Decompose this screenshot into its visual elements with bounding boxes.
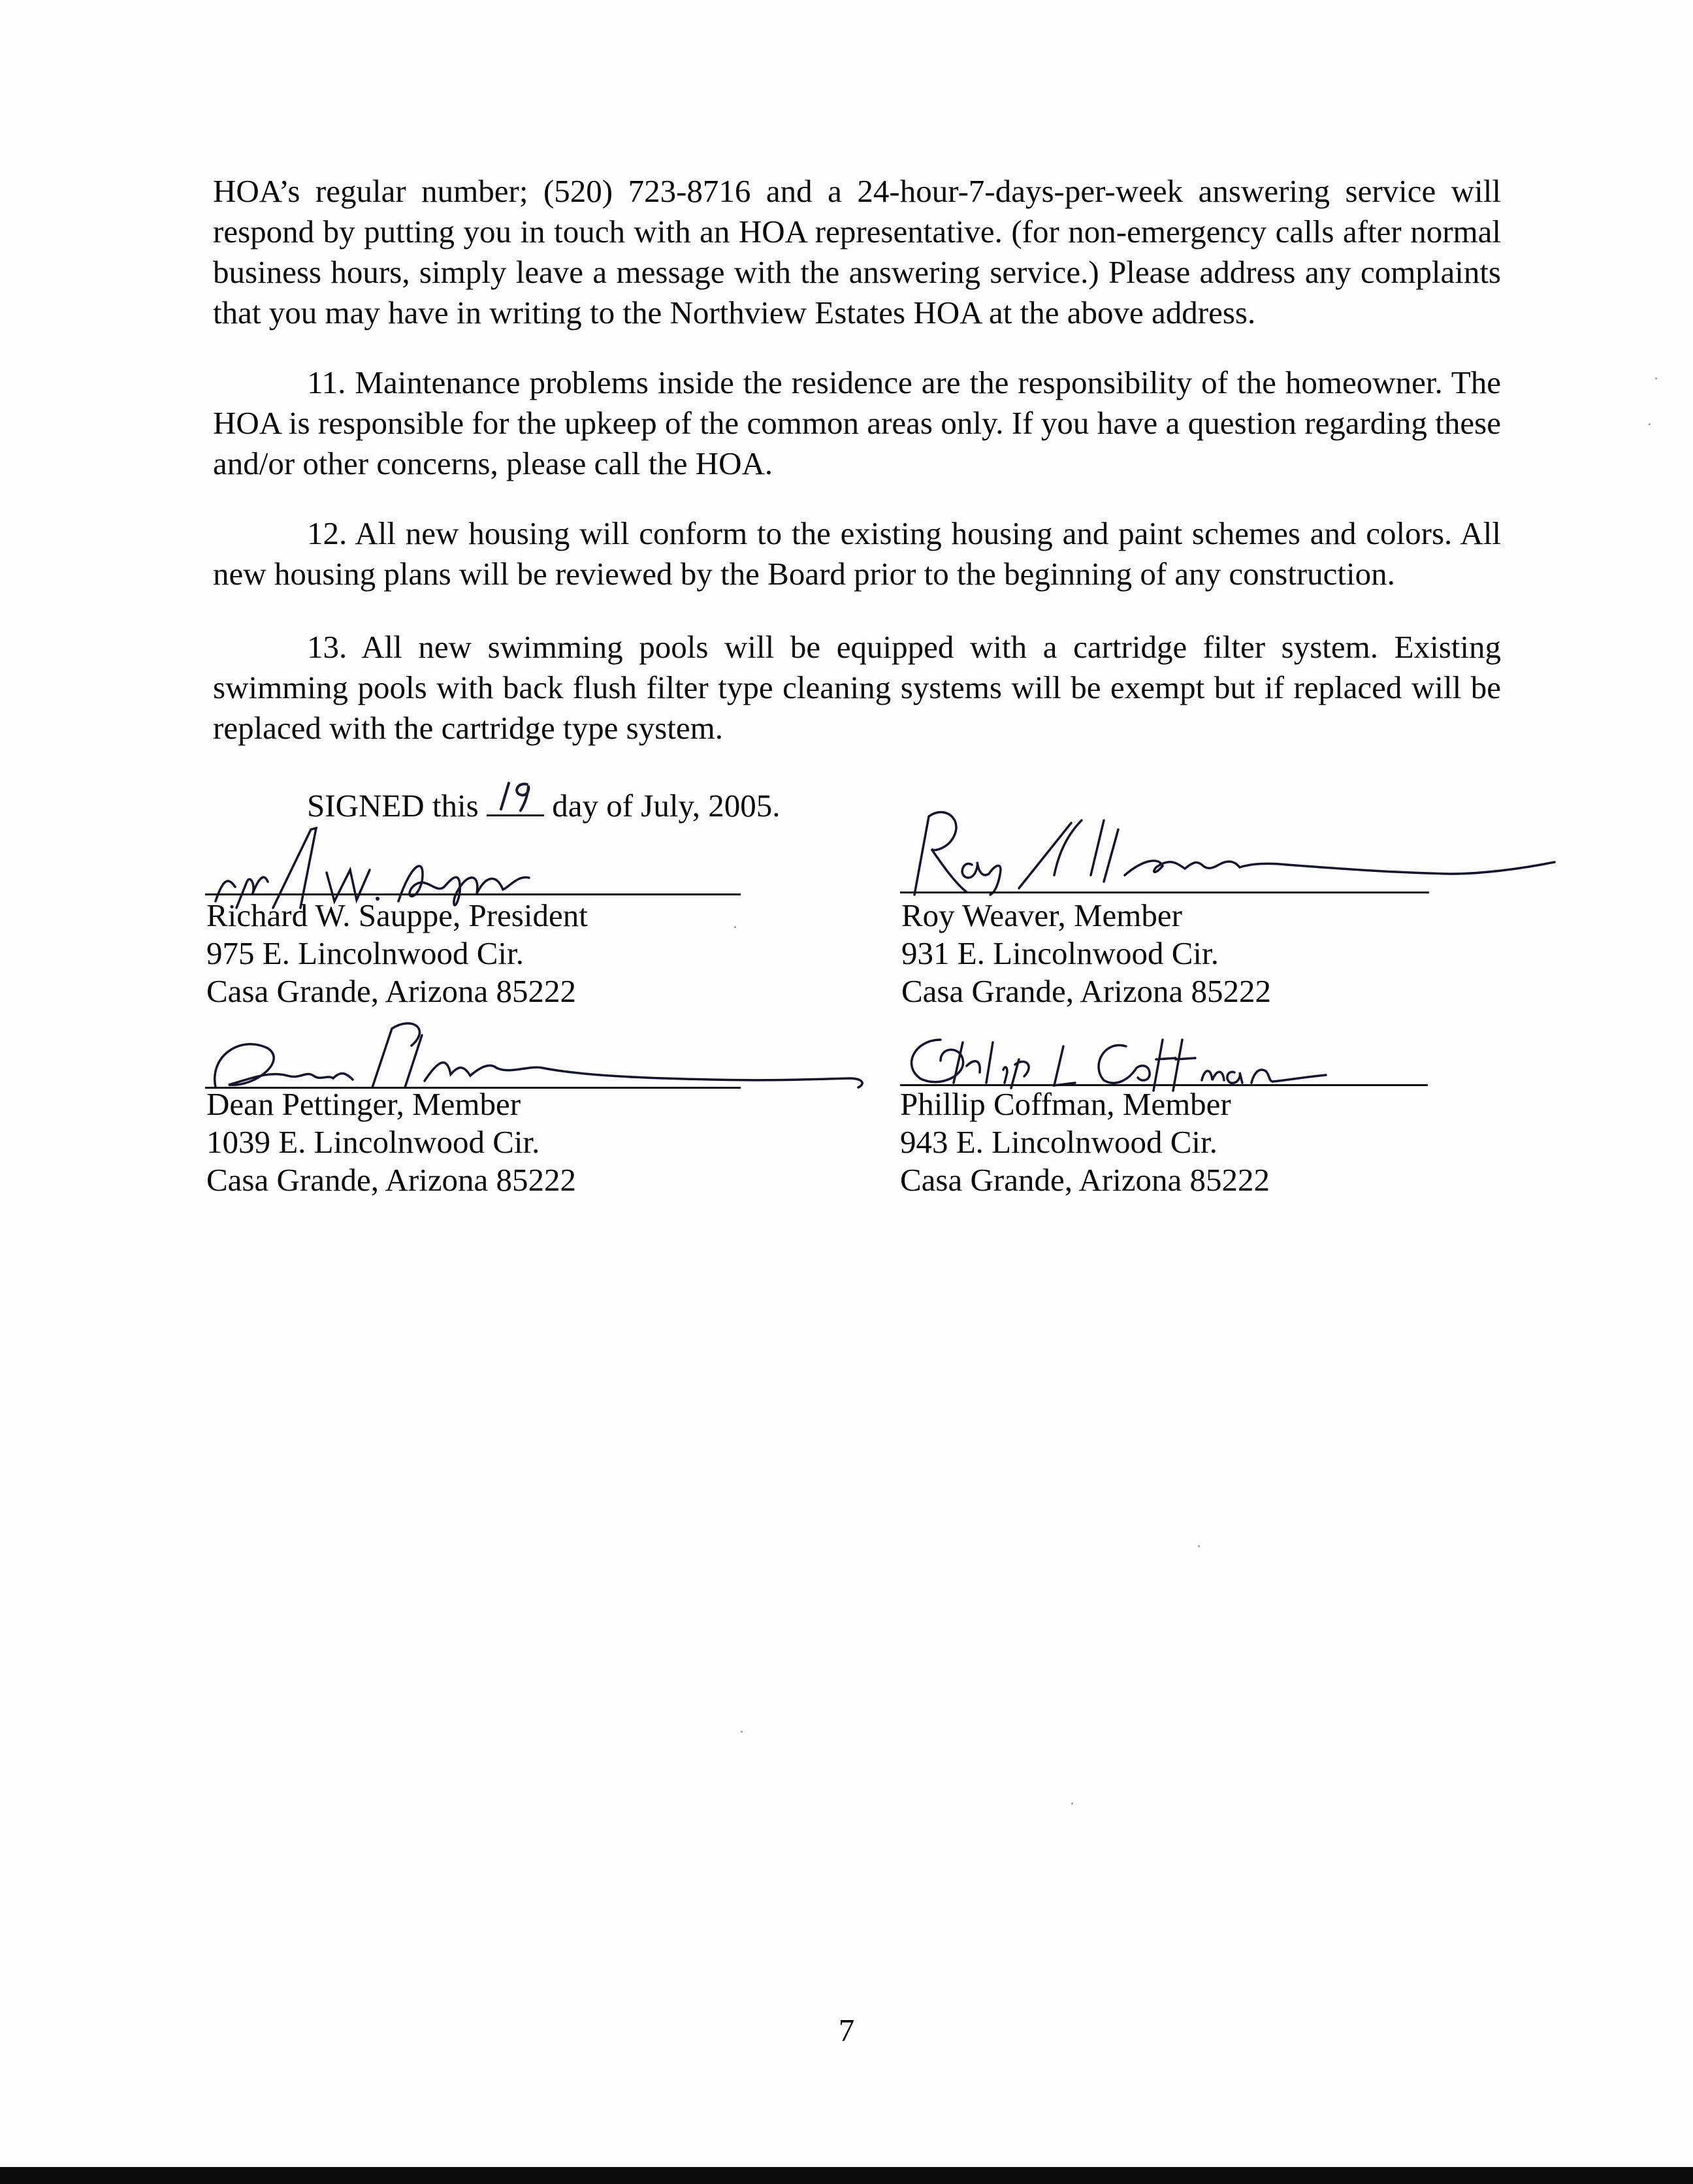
signatory-city: Casa Grande, Arizona 85222	[206, 1162, 577, 1198]
signature-roy-weaver	[895, 797, 1561, 901]
signatory-address: 1039 E. Lincolnwood Cir.	[206, 1124, 540, 1160]
signatory-block-weaver	[901, 897, 1271, 1010]
signatory-address: 943 E. Lincolnwood Cir.	[900, 1124, 1217, 1160]
paragraph-11: 11. Maintenance problems inside the residence are the responsibility of the homeowner. The HOA is responsible for the upkeep of the common areas only. If you have a question regarding these and/or other concerns, please call the HOA.	[213, 364, 1501, 481]
signatory-address: 975 E. Lincolnwood Cir.	[206, 935, 524, 971]
scan-bottom-border	[0, 2167, 1693, 2184]
signed-prefix: SIGNED this	[307, 788, 479, 824]
signature-phillip-coffman	[895, 1020, 1391, 1092]
signatory-block-pettinger	[206, 1085, 576, 1199]
signatory-city: Casa Grande, Arizona 85222	[901, 973, 1272, 1009]
scan-speck	[741, 1731, 743, 1733]
signatory-city: Casa Grande, Arizona 85222	[900, 1162, 1270, 1198]
signature-line-2	[900, 891, 1429, 893]
scan-speck	[1071, 1803, 1073, 1805]
signatory-block-sauppe	[206, 897, 588, 1010]
signature-line-1	[205, 893, 741, 895]
paragraph-12: 12. All new housing will conform to the existing housing and paint schemes and colors. All new housing plans will be reviewed by the Board prior to the beginning of any construction.	[213, 515, 1501, 592]
signatory-name-title: Roy Weaver, Member	[901, 897, 1182, 933]
scan-speck	[1655, 377, 1657, 379]
scan-speck	[1649, 423, 1651, 425]
signatory-name-title: Phillip Coffman, Member	[900, 1086, 1231, 1122]
signatory-address: 931 E. Lincolnwood Cir.	[901, 935, 1219, 971]
signed-suffix: day of July, 2005.	[552, 788, 781, 824]
scan-speck	[734, 926, 736, 928]
scan-speck	[1198, 1545, 1200, 1547]
paragraph-10-continuation: HOA’s regular number; (520) 723-8716 and a 24-hour-7-days-per-week answering service will respond by putting you in touch with an HOA representative. (for non-emergency calls after normal business hours, simply leave a message with the answering service.) Please address any complaints that you may have in writing to the Northview Estates HOA at the above address.	[213, 173, 1501, 330]
page-number: 7	[838, 2012, 855, 2048]
signatory-city: Casa Grande, Arizona 85222	[206, 973, 577, 1009]
signatory-name-title: Richard W. Sauppe, President	[206, 897, 588, 933]
paragraph-13: 13. All new swimming pools will be equipped with a cartridge filter system. Existing swimming pools with back flush filter type cleaning systems will be exempt but if replaced will be replaced with the cartridge type system.	[213, 629, 1501, 746]
signatory-name-title: Dean Pettinger, Member	[206, 1086, 521, 1122]
signatory-block-coffman	[900, 1085, 1270, 1199]
